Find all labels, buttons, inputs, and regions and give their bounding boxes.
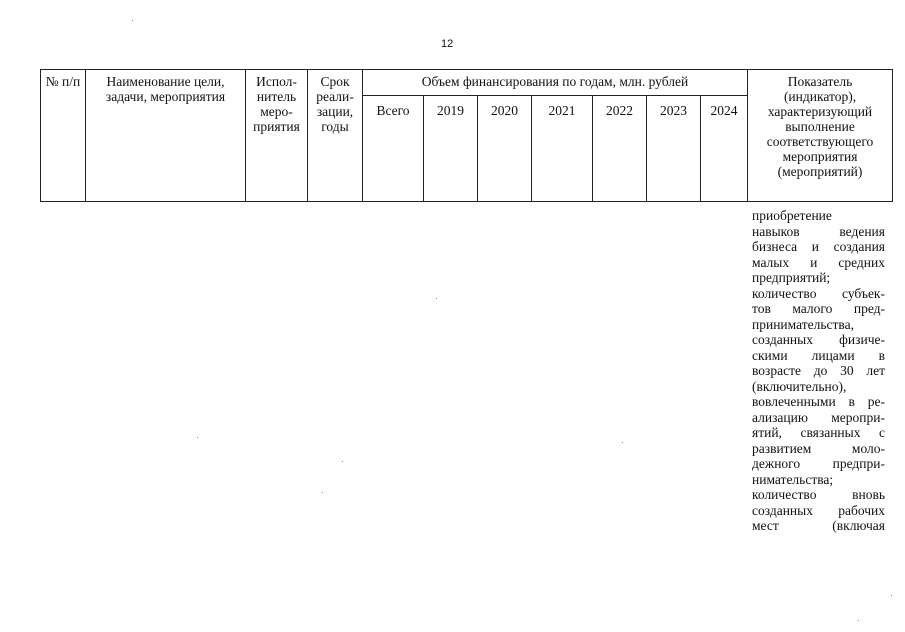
- page-number: 12: [441, 38, 454, 50]
- scan-speck: [342, 461, 343, 462]
- indicator-line: дежного предпри-: [752, 456, 885, 471]
- indicator-text: [752, 208, 885, 534]
- indicator-line: ятий, связанных с: [752, 425, 885, 440]
- indicator-line: вовлеченными в ре-: [752, 394, 885, 409]
- header-year-2021: 2021: [532, 96, 593, 202]
- indicator-line: навыков ведения: [752, 223, 885, 239]
- scan-speck: [436, 298, 437, 299]
- indicator-line: принимательства,: [752, 316, 854, 332]
- header-term: Срок реали-зации, годы: [308, 70, 363, 202]
- indicator-line: количество вновь: [752, 487, 885, 502]
- indicator-line: тов малого пред-: [752, 301, 885, 316]
- indicator-line: малых и средних: [752, 254, 885, 270]
- header-name: Наименование цели, задачи, мероприятия: [86, 70, 246, 202]
- indicator-line: количество субъек-: [752, 285, 885, 301]
- indicator-line: (включительно),: [752, 378, 847, 394]
- indicator-line: мест (включая: [752, 518, 885, 533]
- header-year-2022: 2022: [593, 96, 647, 202]
- scan-speck: [322, 492, 323, 493]
- header-num: № п/п: [41, 70, 86, 202]
- header-year-2024: 2024: [701, 96, 748, 202]
- indicator-line: приобретение: [752, 208, 832, 223]
- indicator-line: созданных рабочих: [752, 502, 885, 518]
- header-indicator: Показатель (индикатор), характеризующий выполнение соответствующего мероприятия (мероприятий): [748, 70, 893, 202]
- header-year-2023: 2023: [647, 96, 701, 202]
- indicator-line: нимательства;: [752, 471, 834, 487]
- scan-speck: [891, 595, 892, 596]
- scan-speck: [132, 20, 133, 21]
- indicator-line: развитием моло-: [752, 440, 885, 456]
- indicator-line: ализацию меропри-: [752, 409, 885, 425]
- indicator-line: возрасте до 30 лет: [752, 363, 885, 378]
- scan-speck: [197, 437, 198, 438]
- header-financing: Объем финансирования по годам, млн. рублей: [363, 70, 748, 96]
- indicator-line: предприятий;: [752, 270, 831, 285]
- header-total: Всего: [363, 96, 424, 202]
- program-table-header: [40, 69, 893, 202]
- indicator-line: скими лицами в: [752, 347, 885, 363]
- scan-speck: [622, 442, 623, 443]
- scan-speck: [858, 620, 859, 621]
- header-year-2020: 2020: [478, 96, 532, 202]
- header-executor: Испол-нитель меро-приятия: [246, 70, 308, 202]
- indicator-line: бизнеса и создания: [752, 239, 885, 254]
- header-year-2019: 2019: [424, 96, 478, 202]
- indicator-line: созданных физиче-: [752, 332, 885, 347]
